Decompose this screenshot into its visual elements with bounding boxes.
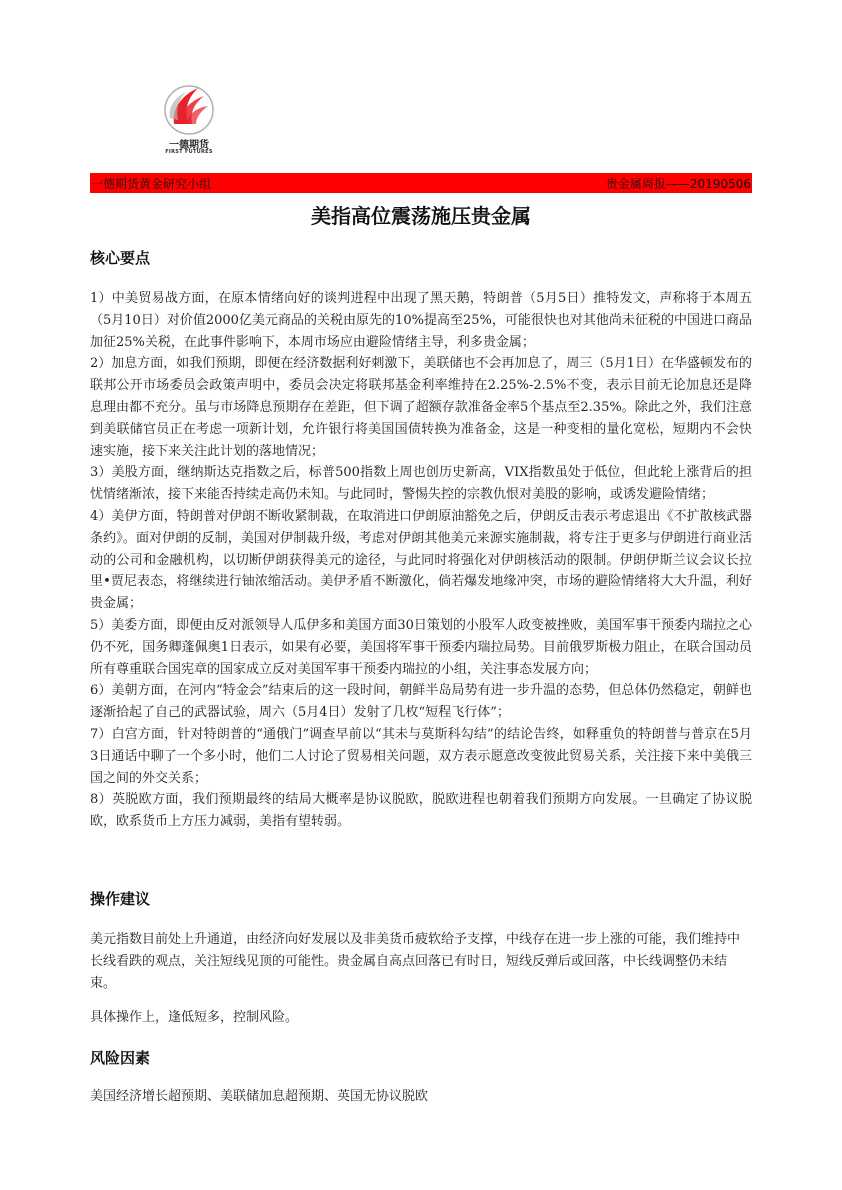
report-title: 美指高位震荡施压贵金属 <box>311 204 531 228</box>
core-point-3: 3）美股方面，继纳斯达克指数之后，标普500指数上周也创历史新高，VIX指数虽处于低位，但此轮上涨背后的担忧情绪渐浓，接下来能否持续走高仍未知。与此同时，警惕失控的宗教仇恨对美股的影响，或诱发避险情绪； <box>90 465 752 503</box>
core-points-heading: 核心要点 <box>90 249 151 267</box>
logo-name-en: FIRST FUTURES <box>165 149 213 155</box>
core-point-7: 7）白宫方面，针对特朗普的“通俄门”调查早前以“其未与莫斯科勾结”的结论告终，如释重负的特朗普与普京在5月3日通话中聊了一个多小时，他们二人讨论了贸易相关问题，双方表示愿意改变彼此贸易关系，关注接下来中美俄三国之间的外交关系； <box>90 726 752 786</box>
operation-advice-text: 美元指数目前处上升通道，由经济向好发展以及非美货币疲软给予支撑，中线存在进一步上涨的可能，我们维持中长线看跌的观点，关注短线见顶的可能性。贵金属自高点回落已有时日，短线反弹后或回落，中长线调整仍未结束。 <box>90 932 741 991</box>
core-point-1: 1）中美贸易战方面，在原本情绪向好的谈判进程中出现了黑天鹅，特朗普（5月5日）推特发文，声称将于本周五（5月10日）对价值2000亿美元商品的关税由原先的10%提高至25%，可能很快也对其他尚未征税的中国进口商品加征25%关税，在此事件影响下，本周市场应由避险情绪主导，利多贵金属； <box>90 291 752 350</box>
report-header-bar <box>90 173 752 193</box>
core-point-5: 5）美委方面，即便由反对派领导人瓜伊多和美国方面30日策划的小股军人政变被挫败，美国军事干预委内瑞拉之心仍不死，国务卿蓬佩奥1日表示，如果有必要，美国将军事干预委内瑞拉局势。目前俄罗斯极力阻止，在联合国动员所有尊重联合国宪章的国家成立反对美国军事干预委内瑞拉的小组，关注事态发展方向； <box>90 617 752 677</box>
operation-advice-summary: 具体操作上，逢低短多，控制风险。 <box>90 1010 299 1025</box>
core-point-6: 6）美朝方面，在河内“特金会”结束后的这一段时间，朝鲜半岛局势有进一步升温的态势，但总体仍然稳定，朝鲜也逐渐拾起了自己的武器试验，周六（5月4日）发射了几枚“短程飞行体”； <box>90 683 752 721</box>
risk-factors-text: 美国经济增长超预期、美联储加息超预期、英国无协议脱欧 <box>90 1089 429 1104</box>
core-points-body <box>90 288 752 833</box>
research-group-label: 一德期货黄金研究小组 <box>91 176 212 191</box>
risk-factors-heading: 风险因素 <box>90 1049 151 1067</box>
core-point-2: 2）加息方面，如我们预期，即便在经济数据利好刺激下，美联储也不会再加息了，周三（5月1日）在华盛顿发布的联邦公开市场委员会政策声明中，委员会决定将联邦基金利率维持在2.25%-2.5%不变，表示目前无论加息还是降息理由都不充分。虽与市场降息预期存在差距，但下调了超额存款准备金率5个基点至2.35%。除此之外，我们注意到美联储官员正在考虑一项新计划，允许银行将美国国债转换为准备金，这是一种变相的量化宽松，短期内不会快速实施，接下来关注此计划的落地情况； <box>90 356 752 459</box>
core-point-8: 8）英脱欧方面，我们预期最终的结局大概率是协议脱欧，脱欧进程也朝着我们预期方向发展。一旦确定了协议脱欧，欧系货币上方压力减弱，美指有望转弱。 <box>90 792 752 830</box>
flame-logo-icon <box>158 80 220 138</box>
operation-advice-heading: 操作建议 <box>90 890 151 908</box>
logo-name-cn: 一德期货 <box>169 140 209 151</box>
core-point-4: 4）美伊方面，特朗普对伊朗不断收紧制裁，在取消进口伊朗原油豁免之后，伊朗反击表示考虑退出《不扩散核武器条约》。面对伊朗的反制，美国对伊制裁升级，考虑对伊朗其他美元来源实施制裁，将专注于更多与伊朗进行商业活动的公司和金融机构，以切断伊朗获得美元的途径，与此同时将强化对伊朗核活动的限制。伊朗伊斯兰议会议长拉里•贾尼表态，将继续进行铀浓缩活动。美伊矛盾不断激化，倘若爆发地缘冲突，市场的避险情绪将大大升温，利好贵金属； <box>90 508 752 612</box>
report-date-label: 贵金属周报——20190506 <box>605 176 751 191</box>
